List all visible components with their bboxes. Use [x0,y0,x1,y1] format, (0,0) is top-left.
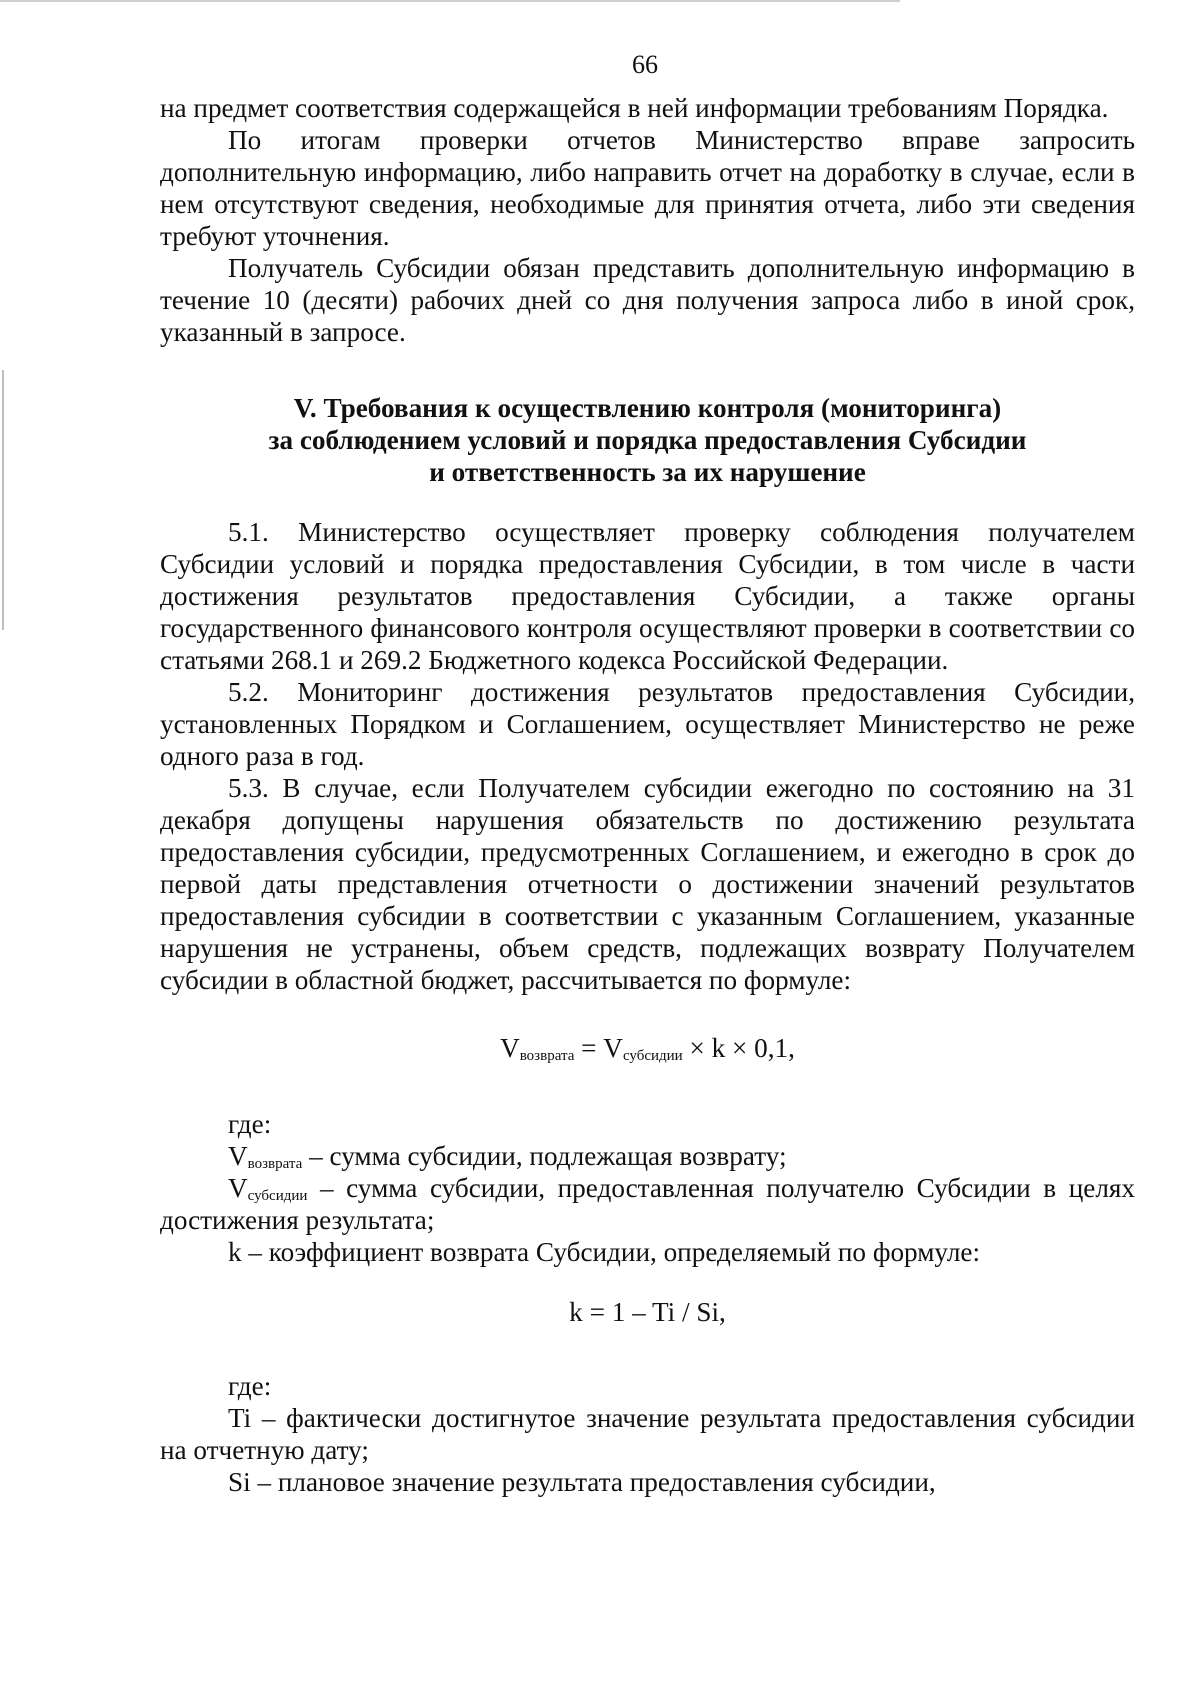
section-heading-line2: за соблюдением условий и порядка предоставления Субсидии [268,425,1027,455]
paragraph-check: По итогам проверки отчетов Министерство вправе запросить дополнительную информацию, либо направить отчет на доработку в случае, если в нем отсутствуют сведения, необходимые для принятия отчета, либо эти сведения требуют уточнения. [160,125,1135,251]
section-heading-line3: и ответственность за их нарушение [429,457,866,487]
where-label-2: где: [228,1371,272,1401]
definition-k: k – коэффициент возврата Субсидии, определяемый по формуле: [228,1237,981,1267]
scan-left-edge [2,370,4,630]
section-heading [160,392,1135,488]
paragraph-5-1: 5.1. Министерство осуществляет проверку соблюдения получателем Субсидии условий и порядка предоставления Субсидии, в том числе в части достижения результатов предоставления Субсидии, а также органы государственного финансового контроля осуществляют проверки в соответствии со статьями 268.1 и 269.2 Бюджетного кодекса Российской Федерации. [160,517,1135,675]
formula-return-volume: $V_{возврата} = V_{субсидии} \times k \times 0,1$, [500,1033,795,1064]
formula-k: k = 1 – Ti / Si, [569,1297,726,1327]
document-body [160,92,1135,1498]
where-label-1: где: [228,1109,272,1139]
page-number: 66 [632,50,658,79]
definition-si: Si – плановое значение результата предоставления субсидии, [228,1467,936,1497]
section-heading-line1: V. Требования к осуществлению контроля (мониторинга) [293,393,1002,423]
scan-top-edge [0,0,900,2]
definition-v-subsidy: $V_{субсидии}$ – сумма субсидии, предоставленная получателю Субсидии в целях достижения результата; [160,1173,1135,1235]
definition-v-return: $V_{возврата}$ – сумма субсидии, подлежащая возврату; [228,1141,787,1172]
paragraph-5-2: 5.2. Мониторинг достижения результатов предоставления Субсидии, установленных Порядком и Соглашением, осуществляет Министерство не реже одного раза в год. [160,677,1135,771]
paragraph-continuation: на предмет соответствия содержащейся в ней информации требованиям Порядка. [160,93,1109,123]
paragraph-recipient: Получатель Субсидии обязан представить дополнительную информацию в течение 10 (десяти) рабочих дней со дня получения запроса либо в иной срок, указанный в запросе. [160,253,1135,347]
definition-ti: Ti – фактически достигнутое значение результата предоставления субсидии на отчетную дату; [160,1403,1135,1465]
paragraph-5-3: 5.3. В случае, если Получателем субсидии ежегодно по состоянию на 31 декабря допущены нарушения обязательств по достижению результата предоставления субсидии, предусмотренных Соглашением, и ежегодно в срок до первой даты представления отчетности о достижении значений результатов предоставления субсидии в соответствии с указанным Соглашением, указанные нарушения не устранены, объем средств, подлежащих возврату Получателем субсидии в областной бюджет, рассчитывается по формуле: [160,773,1135,995]
